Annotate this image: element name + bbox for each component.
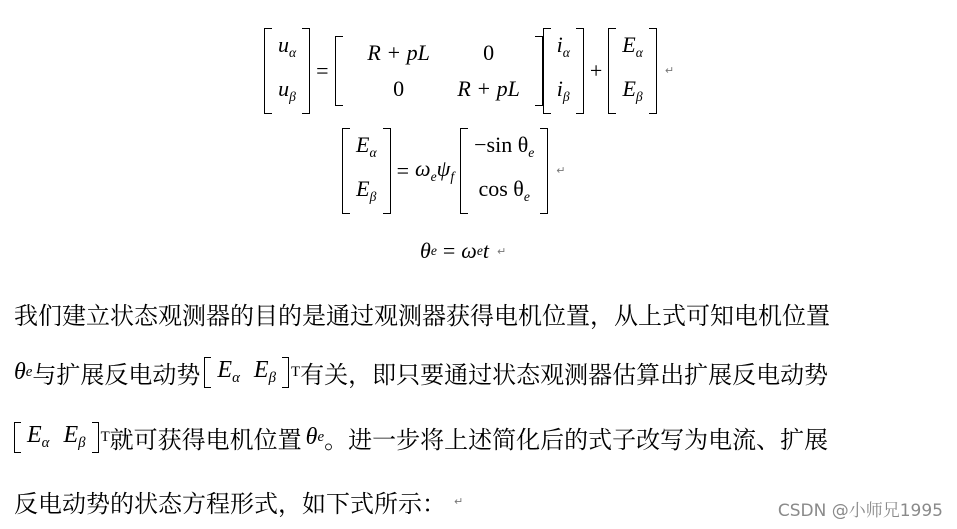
emf-inline-vector: $E_\alpha$ $E_\beta$: [204, 357, 289, 387]
e-vector: $E_\alpha$ $E_\beta$: [608, 28, 657, 114]
plus-sign: +: [589, 57, 603, 83]
omega-psi-term: $\omega_e\psi_f$: [415, 156, 455, 185]
paragraph-mark-icon: ↵: [556, 164, 566, 178]
paragraph-mark-icon: ↵: [497, 244, 507, 258]
equation-voltage: [264, 28, 674, 114]
paragraph-mark-icon: ↵: [664, 64, 675, 78]
equals-sign: =: [316, 57, 329, 83]
impedance-matrix: R + pL 0 0 R + pL: [335, 36, 543, 106]
csdn-watermark: CSDN @小师兄1995: [777, 501, 943, 521]
equation-angle: θ e = ω e t ↵: [420, 238, 507, 263]
u-vector: $u_\alpha$ $u_\beta$: [264, 28, 310, 114]
trig-vector: −sin $\theta_e$ $\cos \theta_e$: [460, 128, 548, 214]
e-vector-lhs: $E_\alpha$ $E_\beta$: [342, 128, 391, 214]
paragraph-line-1: 我们建立状态观测器的目的是通过观测器获得电机位置，从上式可知电机位置: [14, 302, 830, 330]
paragraph-line-3: $E_\alpha$ $E_\beta$ T 就可获得电机位置 θ e 。进一步将上述简化后的式子改写为电流、扩展: [14, 420, 828, 455]
emf-inline-vector: $E_\alpha$ $E_\beta$: [14, 422, 99, 452]
i-vector: $i_\alpha$ $i_\beta$: [543, 28, 584, 114]
paragraph-line-4: 反电动势的状态方程形式，如下式所示： ↵: [14, 490, 464, 518]
paragraph-mark-icon: ↵: [454, 495, 464, 508]
equation-back-emf: [342, 128, 566, 214]
paragraph-line-2: θ e 与扩展反电动势 $E_\alpha$ $E_\beta$ T 有关，即只要通过状态观测器估算出扩展反电动势: [14, 357, 829, 389]
equals-sign: =: [396, 157, 410, 183]
